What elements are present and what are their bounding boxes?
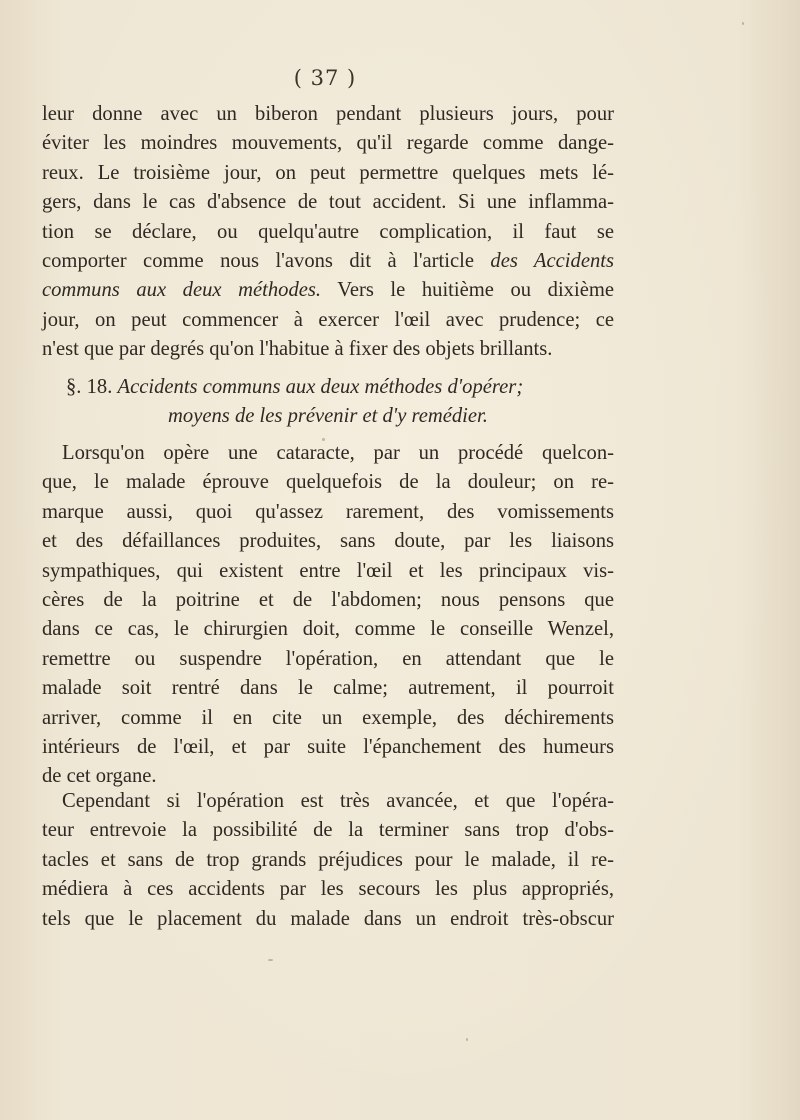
section-heading [42, 373, 614, 433]
text-line: marque aussi, quoi qu'assez rarement, des vomissements [42, 500, 614, 523]
text-line: jour, on peut commencer à exercer l'œil avec prudence; ce [42, 308, 614, 331]
paper-speck [322, 438, 325, 441]
italic-reference: communs aux deux méthodes. [42, 279, 322, 302]
text-line: Lorsqu'on opère une cataracte, par un procédé quelcon- [62, 442, 614, 464]
text-line: éviter les moindres mouvements, qu'il regarde comme dange- [42, 132, 614, 155]
heading-line-1 [66, 373, 614, 402]
text-line: cères de la poitrine et de l'abdomen; nous pensons que [42, 588, 614, 611]
text-line: de cet organe. [42, 765, 157, 788]
page-number: ( 37 ) [293, 66, 357, 90]
text-line: arriver, comme il en cite un exemple, des déchirements [42, 706, 614, 729]
text-line: sympathiques, qui existent entre l'œil et les principaux vis- [42, 559, 614, 582]
text-line: que, le malade éprouve quelquefois de la douleur; on re- [42, 471, 614, 494]
text-line-with-italic [42, 247, 614, 276]
heading-subtitle: moyens de les prévenir et d'y remédier. [168, 405, 488, 427]
section-number: §. 18. [66, 376, 113, 398]
text-line: et des défaillances produites, sans doute, par les liaisons [42, 530, 614, 553]
text-segment: Vers le huitième ou dixième [337, 279, 614, 302]
text-line: Cependant si l'opération est très avancée, et que l'opéra- [62, 790, 614, 812]
paragraph-2 [42, 439, 614, 792]
text-line: leur donne avec un biberon pendant plusieurs jours, pour [42, 103, 614, 125]
text-line-with-italic [42, 276, 614, 305]
text-line: remettre ou suspendre l'opération, en attendant que le [42, 647, 614, 670]
italic-reference: des Accidents [490, 249, 614, 272]
paper-speck [742, 22, 744, 25]
paper-speck [466, 1038, 468, 1041]
text-line: teur entrevoie la possibilité de la terminer sans trop d'obs- [42, 819, 614, 842]
text-line: dans ce cas, le chirurgien doit, comme le conseille Wenzel, [42, 618, 614, 641]
text-line: médiera à ces accidents par les secours les plus appropriés, [42, 878, 614, 901]
text-line: tels que le placement du malade dans un endroit très-obscur [42, 907, 614, 930]
text-line: n'est que par degrés qu'on l'habitue à fixer des objets brillants. [42, 338, 553, 361]
heading-title: Accidents communs aux deux méthodes d'opérer; [117, 376, 524, 398]
text-segment: comporter comme nous l'avons dit à l'article [42, 249, 474, 272]
paper-speck [268, 959, 273, 961]
paragraph-1 [42, 100, 614, 365]
text-line: tacles et sans de trop grands préjudices pour le malade, il re- [42, 848, 614, 871]
text-line: reux. Le troisième jour, on peut permettre quelques mets lé- [42, 161, 614, 184]
text-line: gers, dans le cas d'absence de tout accident. Si une inflamma- [42, 191, 614, 214]
paragraph-3 [42, 787, 614, 934]
text-line: tion se déclare, ou quelqu'autre complication, il faut se [42, 220, 614, 243]
text-line: malade soit rentré dans le calme; autrement, il pourroit [42, 677, 614, 700]
text-line: intérieurs de l'œil, et par suite l'épanchement des humeurs [42, 735, 614, 758]
